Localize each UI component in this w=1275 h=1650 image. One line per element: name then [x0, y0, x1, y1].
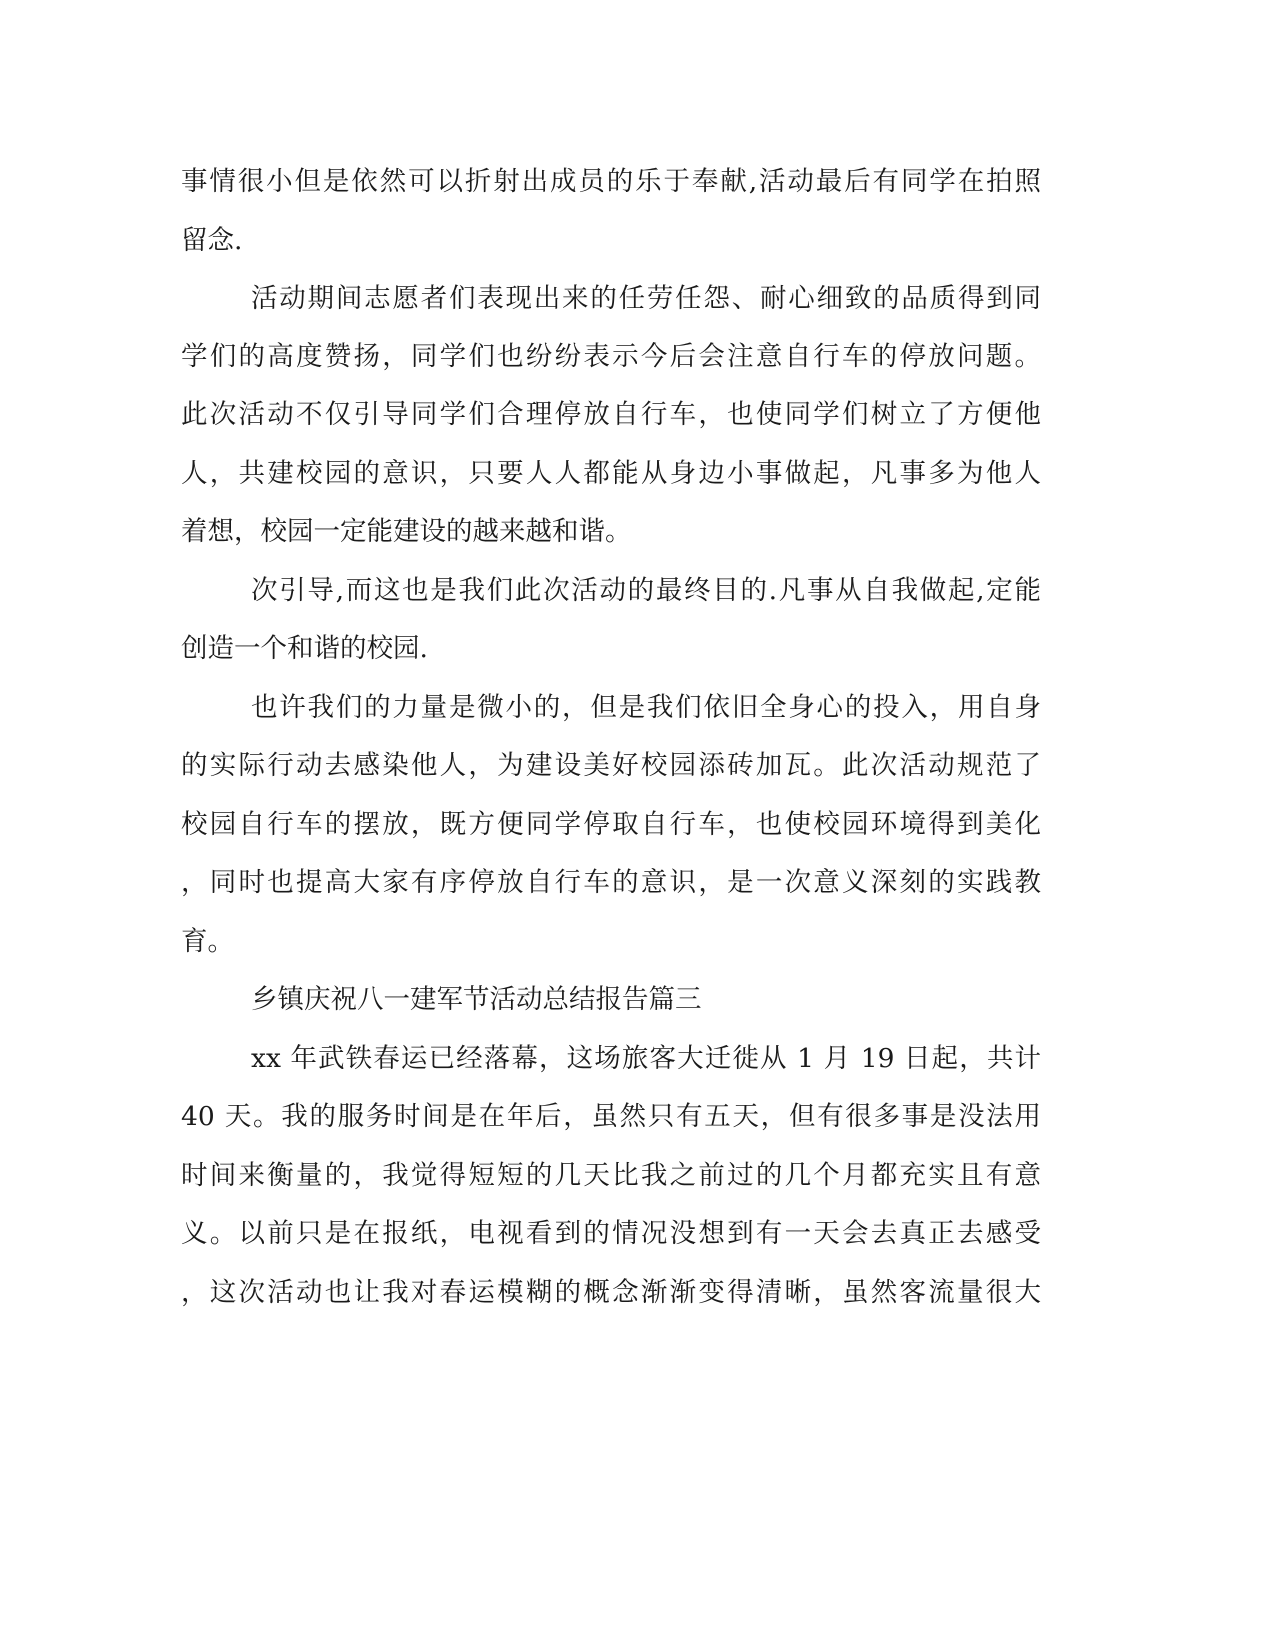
- text-line: 育。: [181, 926, 234, 957]
- text-line: 40 天。我的服务时间是在年后，虽然只有五天，但有很多事是没法用: [181, 1101, 1041, 1132]
- paragraph-first-line: 活动期间志愿者们表现出来的任劳任怨、耐心细致的品质得到同: [251, 283, 1041, 314]
- text-line: 校园自行车的摆放，既方便同学停取自行车，也使校园环境得到美化: [181, 809, 1041, 840]
- text-line: 创造一个和谐的校园.: [181, 633, 428, 664]
- text-line: 事情很小但是依然可以折射出成员的乐于奉献,活动最后有同学在拍照: [181, 166, 1041, 197]
- section-heading: 乡镇庆祝八一建军节活动总结报告篇三: [251, 984, 702, 1015]
- text-line: 留念.: [181, 225, 243, 256]
- text-line: 义。以前只是在报纸，电视看到的情况没想到有一天会去真正去感受: [181, 1218, 1041, 1249]
- text-line: 此次活动不仅引导同学们合理停放自行车，也使同学们树立了方便他: [181, 399, 1041, 430]
- text-line: 时间来衡量的，我觉得短短的几天比我之前过的几个月都充实且有意: [181, 1160, 1041, 1191]
- paragraph-first-line: 也许我们的力量是微小的，但是我们依旧全身心的投入，用自身: [251, 692, 1041, 723]
- text-line: ，这次活动也让我对春运模糊的概念渐渐变得清晰，虽然客流量很大: [181, 1277, 1041, 1308]
- text-line: 的实际行动去感染他人，为建设美好校园添砖加瓦。此次活动规范了: [181, 750, 1041, 781]
- text-line: 人，共建校园的意识，只要人人都能从身边小事做起，凡事多为他人: [181, 458, 1041, 489]
- paragraph-first-line: 次引导,而这也是我们此次活动的最终目的.凡事从自我做起,定能: [251, 575, 1041, 606]
- paragraph-first-line: xx 年武铁春运已经落幕，这场旅客大迁徙从 1 月 19 日起，共计: [251, 1043, 1041, 1074]
- text-line: 着想，校园一定能建设的越来越和谐。: [181, 516, 632, 547]
- text-line: ，同时也提高大家有序停放自行车的意识，是一次意义深刻的实践教: [181, 867, 1041, 898]
- text-line: 学们的高度赞扬，同学们也纷纷表示今后会注意自行车的停放问题。: [181, 341, 1041, 372]
